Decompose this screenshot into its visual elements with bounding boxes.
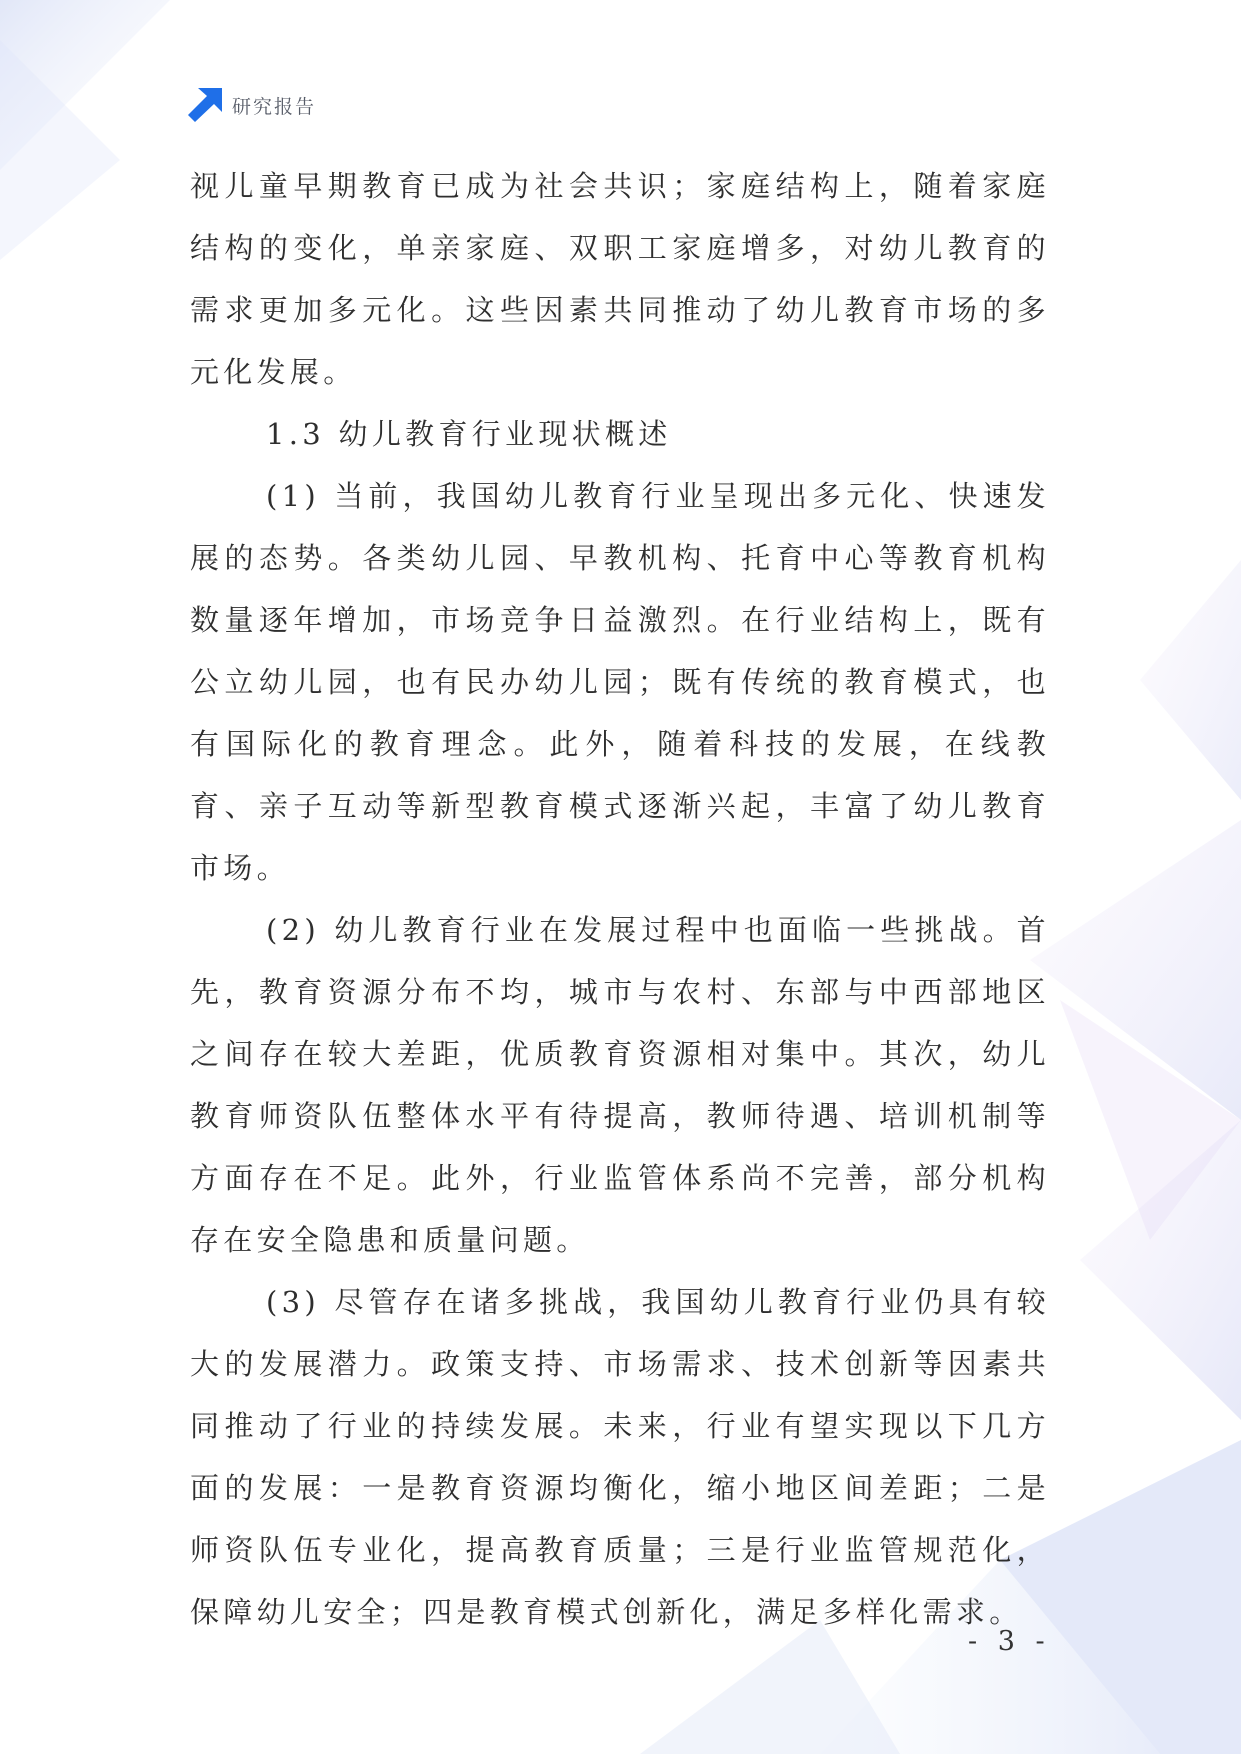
document-body <box>190 155 1050 1643</box>
body-paragraph: (3) 尽管存在诸多挑战，我国幼儿教育行业仍具有较大的发展潜力。政策支持、市场需求、技术创新等因素共同推动了行业的持续发展。未来，行业有望实现以下几方面的发展：一是教育资源均衡化，缩小地区间差距；二是师资队伍专业化，提高教育质量；三是行业监管规范化，保障幼儿安全；四是教育模式创新化，满足多样化需求。 <box>190 1285 1050 1629</box>
body-paragraph: (2) 幼儿教育行业在发展过程中也面临一些挑战。首先，教育资源分布不均，城市与农村、东部与中西部地区之间存在较大差距，优质教育资源相对集中。其次，幼儿教育师资队伍整体水平有待提高，教师待遇、培训机制等方面存在不足。此外，行业监管体系尚不完善，部分机构存在安全隐患和质量问题。 <box>190 913 1050 1257</box>
page-number: - 3 - <box>968 1626 1051 1657</box>
document-header <box>188 88 316 122</box>
section-heading: 1.3 幼儿教育行业现状概述 <box>266 417 672 451</box>
arrow-up-right-icon <box>188 88 222 122</box>
body-paragraph: (1) 当前，我国幼儿教育行业呈现出多元化、快速发展的态势。各类幼儿园、早教机构、托育中心等教育机构数量逐年增加，市场竞争日益激烈。在行业结构上，既有公立幼儿园，也有民办幼儿园；既有传统的教育模式，也有国际化的教育理念。此外，随着科技的发展，在线教育、亲子互动等新型教育模式逐渐兴起，丰富了幼儿教育市场。 <box>190 479 1050 885</box>
report-label: 研究报告 <box>232 95 317 118</box>
continuation-paragraph: 视儿童早期教育已成为社会共识；家庭结构上，随着家庭结构的变化，单亲家庭、双职工家庭增多，对幼儿教育的需求更加多元化。这些因素共同推动了幼儿教育市场的多元化发展。 <box>190 169 1050 389</box>
